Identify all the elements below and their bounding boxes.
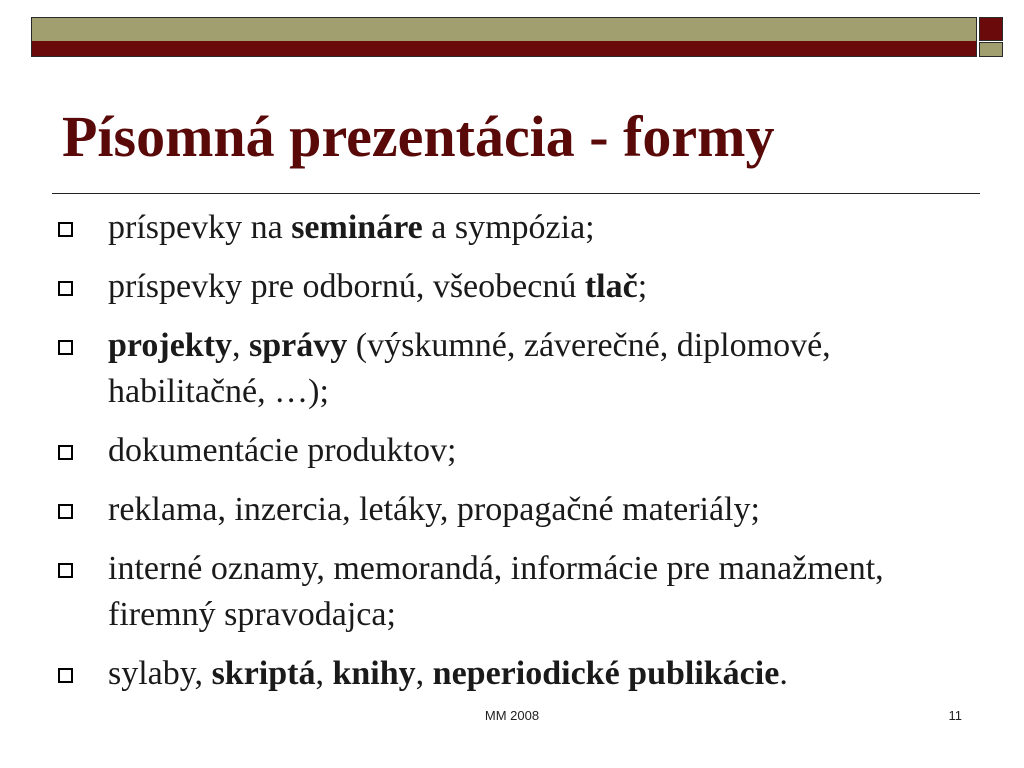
bullet-bold-text: správy bbox=[249, 327, 348, 365]
bullet-item bbox=[54, 264, 984, 309]
header-bar-olive bbox=[32, 18, 976, 42]
square-bullet-icon bbox=[58, 222, 73, 237]
bullet-item bbox=[54, 487, 984, 532]
square-bullet-icon bbox=[58, 445, 73, 460]
bullet-text: dokumentácie produktov; bbox=[108, 431, 457, 469]
slide-title: Písomná prezentácia - formy bbox=[62, 104, 775, 169]
bullet-bold-text: tlač bbox=[584, 268, 638, 306]
bullet-text: ; bbox=[637, 268, 648, 306]
bullet-text: a sympózia; bbox=[422, 209, 595, 246]
header-bar-maroon bbox=[32, 41, 976, 56]
bullet-bold-text: semináre bbox=[291, 209, 423, 246]
bullet-text: príspevky na bbox=[108, 209, 292, 246]
title-divider bbox=[52, 193, 980, 194]
bullet-item bbox=[54, 546, 984, 636]
square-bullet-icon bbox=[58, 668, 73, 683]
square-bullet-icon bbox=[58, 504, 73, 519]
bullet-text: . bbox=[779, 654, 788, 692]
header-corner-square-top bbox=[979, 17, 1003, 41]
bullet-item bbox=[54, 651, 984, 696]
bullet-text: , bbox=[232, 327, 250, 365]
bullet-item bbox=[54, 428, 984, 473]
square-bullet-icon bbox=[58, 281, 73, 296]
square-bullet-icon bbox=[58, 340, 73, 355]
bullet-text: príspevky pre odbornú, všeobecnú bbox=[108, 268, 585, 306]
bullet-text: sylaby, bbox=[108, 654, 212, 692]
bullet-bold-text: projekty bbox=[108, 327, 233, 365]
header-corner-square-bottom bbox=[979, 42, 1003, 57]
bullet-bold-text: neperiodické publikácie bbox=[432, 654, 780, 692]
bullet-list bbox=[54, 205, 984, 710]
bullet-bold-text: skriptá bbox=[211, 654, 316, 692]
bullet-text: , bbox=[415, 654, 433, 692]
bullet-item bbox=[54, 205, 984, 250]
bullet-text: , bbox=[315, 654, 333, 692]
bullet-item bbox=[54, 323, 984, 413]
square-bullet-icon bbox=[58, 563, 73, 578]
bullet-text: (výskumné, záverečné, diplomové, habilitačné, …); bbox=[108, 327, 831, 410]
slide-number: 11 bbox=[948, 708, 962, 723]
bullet-bold-text: knihy bbox=[332, 654, 416, 692]
bullet-text: interné oznamy, memorandá, informácie pre manažment, firemný spravodajca; bbox=[108, 550, 884, 633]
header-decoration-bar bbox=[31, 17, 977, 57]
bullet-text: reklama, inzercia, letáky, propagačné materiály; bbox=[108, 491, 760, 529]
footer-text: MM 2008 bbox=[484, 708, 540, 723]
